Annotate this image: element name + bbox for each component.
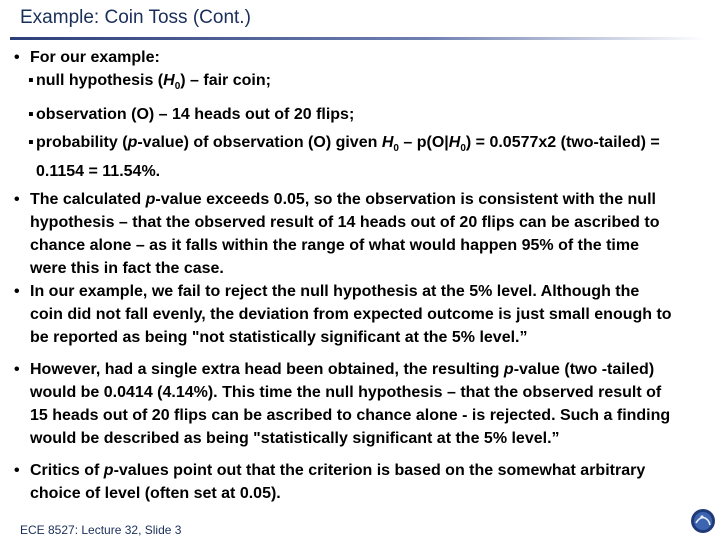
h-symbol: H <box>448 134 461 152</box>
text: Critics of <box>30 462 104 480</box>
h-symbol: H <box>381 134 394 152</box>
text: probability ( <box>36 134 128 152</box>
subscript: 0 <box>460 143 466 155</box>
subscript: 0 <box>174 81 181 93</box>
text: -value (two -tailed) would be 0.0414 (4.14%). This time the null hypothesis – that the observed result of 15 heads out of 20 flips can be ascribed to chance alone - is rejected. Such a finding would be described as being "statistically significant at the 5% level.” <box>30 361 671 448</box>
text: -value) of observation (O) given <box>137 134 382 152</box>
slide-footer: ECE 8527: Lecture 32, Slide 3 <box>20 523 182 537</box>
subbullet-probability <box>14 131 674 183</box>
text: ) = 0.0577x2 (two-tailed) = 0.1154 = 11.54%. <box>36 134 660 181</box>
bullet-example <box>14 46 674 69</box>
text: The calculated <box>30 191 146 209</box>
text: -values point out that the criterion is based on the somewhat arbitrary choice of level (often set at 0.05). <box>30 462 646 503</box>
bullet-marker: • <box>14 361 20 379</box>
text: – p(O| <box>398 134 449 152</box>
text: In our example, we fail to reject the null hypothesis at the 5% level. Although the coin did not fall evenly, the deviation from expected outcome is just small enough to be reported as being "not statistically significant at the 5% level.” <box>30 283 672 347</box>
text: observation (O) – 14 heads out of 20 flips; <box>36 106 355 124</box>
bullet-critics <box>14 459 674 505</box>
square-bullet-icon: ▪ <box>28 134 34 152</box>
text: However, had a single extra head been obtained, the resulting <box>30 361 504 379</box>
slide-title: Example: Coin Toss (Cont.) <box>20 7 251 28</box>
subscript: 0 <box>393 143 399 155</box>
bullet-marker: • <box>14 49 20 66</box>
slide-content <box>14 46 674 505</box>
bullet-text: For our example: <box>30 49 160 66</box>
square-bullet-icon: ▪ <box>28 106 34 124</box>
bullet-pvalue-exceeds <box>14 188 674 280</box>
bullet-marker: • <box>14 283 20 301</box>
text: ) – fair coin; <box>180 72 271 89</box>
subbullet-observation <box>14 103 674 126</box>
p-symbol: p <box>145 191 156 209</box>
square-bullet-icon: ▪ <box>28 72 34 89</box>
p-symbol: p <box>103 462 114 480</box>
bullet-fail-to-reject <box>14 280 674 349</box>
bullet-extra-head <box>14 358 674 450</box>
p-symbol: p <box>127 134 138 152</box>
title-underline <box>10 37 706 40</box>
text: null hypothesis ( <box>36 72 164 89</box>
text: -value exceeds 0.05, so the observation is consistent with the null hypothesis – that the observed result of 14 heads out of 20 flips can be ascribed to chance alone – as it falls within the range of what would happen 95% of the time were this in fact the case. <box>30 191 660 278</box>
university-logo-icon <box>690 508 716 534</box>
bullet-marker: • <box>14 462 20 480</box>
subbullet-null-hypothesis <box>14 69 674 98</box>
p-symbol: p <box>503 361 514 379</box>
bullet-marker: • <box>14 191 20 209</box>
h-symbol: H <box>163 72 175 89</box>
